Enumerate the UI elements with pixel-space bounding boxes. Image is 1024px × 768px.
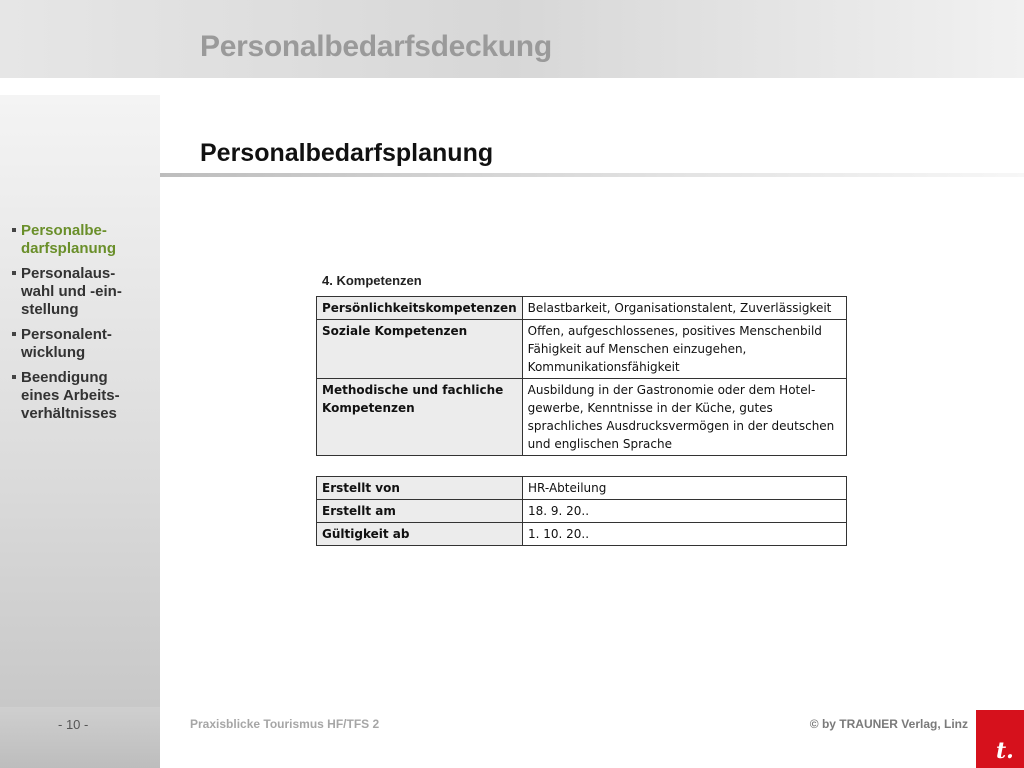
bullet-icon [12, 375, 16, 379]
sidebar-item-label: Personalent- wicklung [21, 326, 112, 361]
sidebar-item-label: Beendigung eines Arbeits- verhältnisses [21, 369, 120, 422]
table-cell-label: Persönlichkeitskompetenzen [317, 297, 523, 320]
table-cell-label: Erstellt von [317, 477, 523, 500]
header-bar [0, 0, 1024, 78]
table-cell-value: 18. 9. 20.. [523, 500, 847, 523]
footer-course: Praxisblicke Tourismus HF/TFS 2 [190, 717, 380, 731]
table-row [317, 320, 847, 379]
meta-table [316, 476, 847, 546]
sidebar-item-personalentwicklung[interactable] [12, 326, 152, 362]
table-row [317, 523, 847, 546]
sidebar-item-label: Personalaus- wahl und -ein- stellung [21, 265, 122, 318]
section-title: Personalbedarfsplanung [200, 139, 494, 167]
table-cell-value: Belastbarkeit, Organisationstalent, Zuverlässigkeit [522, 297, 846, 320]
page-number: - 10 - [58, 717, 89, 732]
competences-table [316, 296, 847, 456]
bullet-icon [12, 228, 16, 232]
table-row [317, 500, 847, 523]
table-row [317, 477, 847, 500]
table-cell-label: Soziale Kompetenzen [317, 320, 523, 379]
logo-text: t. [996, 738, 1014, 764]
sidebar-item-personalauswahl[interactable] [12, 265, 152, 319]
sidebar-item-beendigung[interactable] [12, 369, 152, 423]
sidebar-item-personalbedarfsplanung[interactable] [12, 222, 152, 258]
footer-copyright: © by TRAUNER Verlag, Linz [809, 717, 968, 731]
table-cell-value: HR-Abteilung [523, 477, 847, 500]
bullet-icon [12, 271, 16, 275]
slide-title: Personalbedarfsdeckung [200, 30, 552, 63]
title-underline [160, 173, 1024, 177]
bullet-icon [12, 332, 16, 336]
table-cell-value: Offen, aufgeschlossenes, positives Menschenbild Fähigkeit auf Menschen einzugehen, Kommunikationsfähigkeit [522, 320, 846, 379]
sidebar-nav [12, 222, 152, 430]
table-cell-value: 1. 10. 20.. [523, 523, 847, 546]
table-cell-label: Erstellt am [317, 500, 523, 523]
table-row [317, 379, 847, 456]
sidebar-item-label: Personalbe- darfsplanung [21, 222, 117, 257]
table-cell-label: Gültigkeit ab [317, 523, 523, 546]
table-cell-label: Methodische und fachliche Kompetenzen [317, 379, 523, 456]
table-cell-value: Ausbildung in der Gastronomie oder dem Hotel- gewerbe, Kenntnisse in der Küche, gutes sprachliches Ausdrucksvermögen in der deutschen und englischen Sprache [522, 379, 846, 456]
table-row [317, 297, 847, 320]
competences-heading: 4. Kompetenzen [322, 273, 422, 288]
